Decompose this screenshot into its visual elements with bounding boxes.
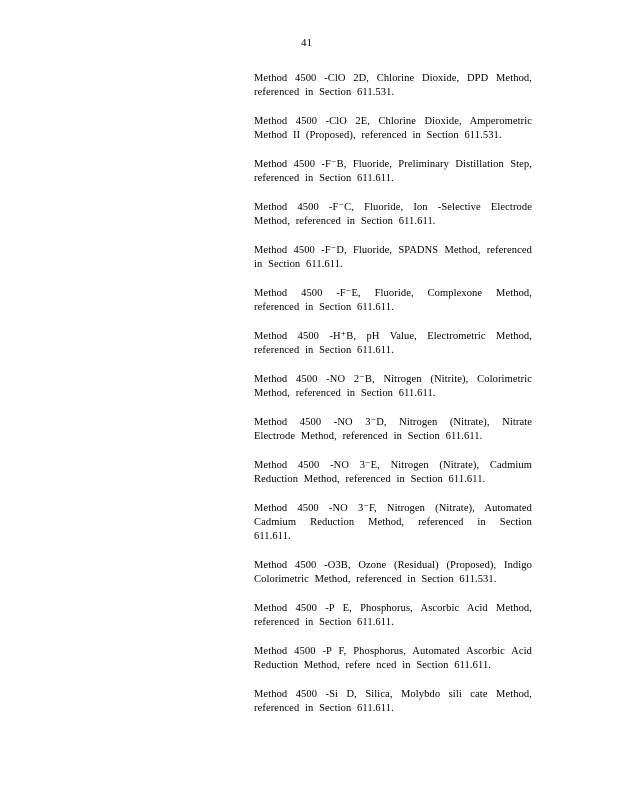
reference-entry: Method 4500 -NO 3⁻D, Nitrogen (Nitrate), Nitrate Electrode Method, referenced in Section 611.611.	[254, 417, 532, 442]
reference-entry: Method 4500 -NO 3⁻E, Nitrogen (Nitrate), Cadmium Reduction Method, referenced in Section 611.611.	[254, 460, 532, 485]
reference-entry: Method 4500 -F⁻B, Fluoride, Preliminary Distillation Step, referenced in Section 611.611.	[254, 159, 532, 184]
reference-entry: Method 4500 -ClO 2E, Chlorine Dioxide, Amperometric Method II (Proposed), referenced in Section 611.531.	[254, 116, 532, 141]
reference-entry: Method 4500 -P F, Phosphorus, Automated Ascorbic Acid Reduction Method, refere nced in Section 611.611.	[254, 646, 532, 671]
reference-entry: Method 4500 -H⁺B, pH Value, Electrometric Method, referenced in Section 611.611.	[254, 331, 532, 356]
reference-entry: Method 4500 -ClO 2D, Chlorine Dioxide, DPD Method, referenced in Section 611.531.	[254, 73, 532, 98]
reference-entry: Method 4500 -O3B, Ozone (Residual) (Proposed), Indigo Colorimetric Method, referenced in Section 611.531.	[254, 560, 532, 585]
reference-entry: Method 4500 -F⁻C, Fluoride, Ion -Selective Electrode Method, referenced in Section 611.611.	[254, 202, 532, 227]
reference-list	[254, 72, 532, 731]
reference-entry: Method 4500 -Si D, Silica, Molybdo sili cate Method, referenced in Section 611.611.	[254, 689, 532, 714]
reference-entry: Method 4500 -F⁻D, Fluoride, SPADNS Method, referenced in Section 611.611.	[254, 245, 532, 270]
reference-entry: Method 4500 -NO 3⁻F, Nitrogen (Nitrate), Automated Cadmium Reduction Method, referenced in Section 611.611.	[254, 503, 532, 542]
reference-entry: Method 4500 -F⁻E, Fluoride, Complexone Method, referenced in Section 611.611.	[254, 288, 532, 313]
page-number: 41	[301, 37, 312, 49]
reference-entry: Method 4500 -NO 2⁻B, Nitrogen (Nitrite), Colorimetric Method, referenced in Section 611.611.	[254, 374, 532, 399]
reference-entry: Method 4500 -P E, Phosphorus, Ascorbic Acid Method, referenced in Section 611.611.	[254, 603, 532, 628]
